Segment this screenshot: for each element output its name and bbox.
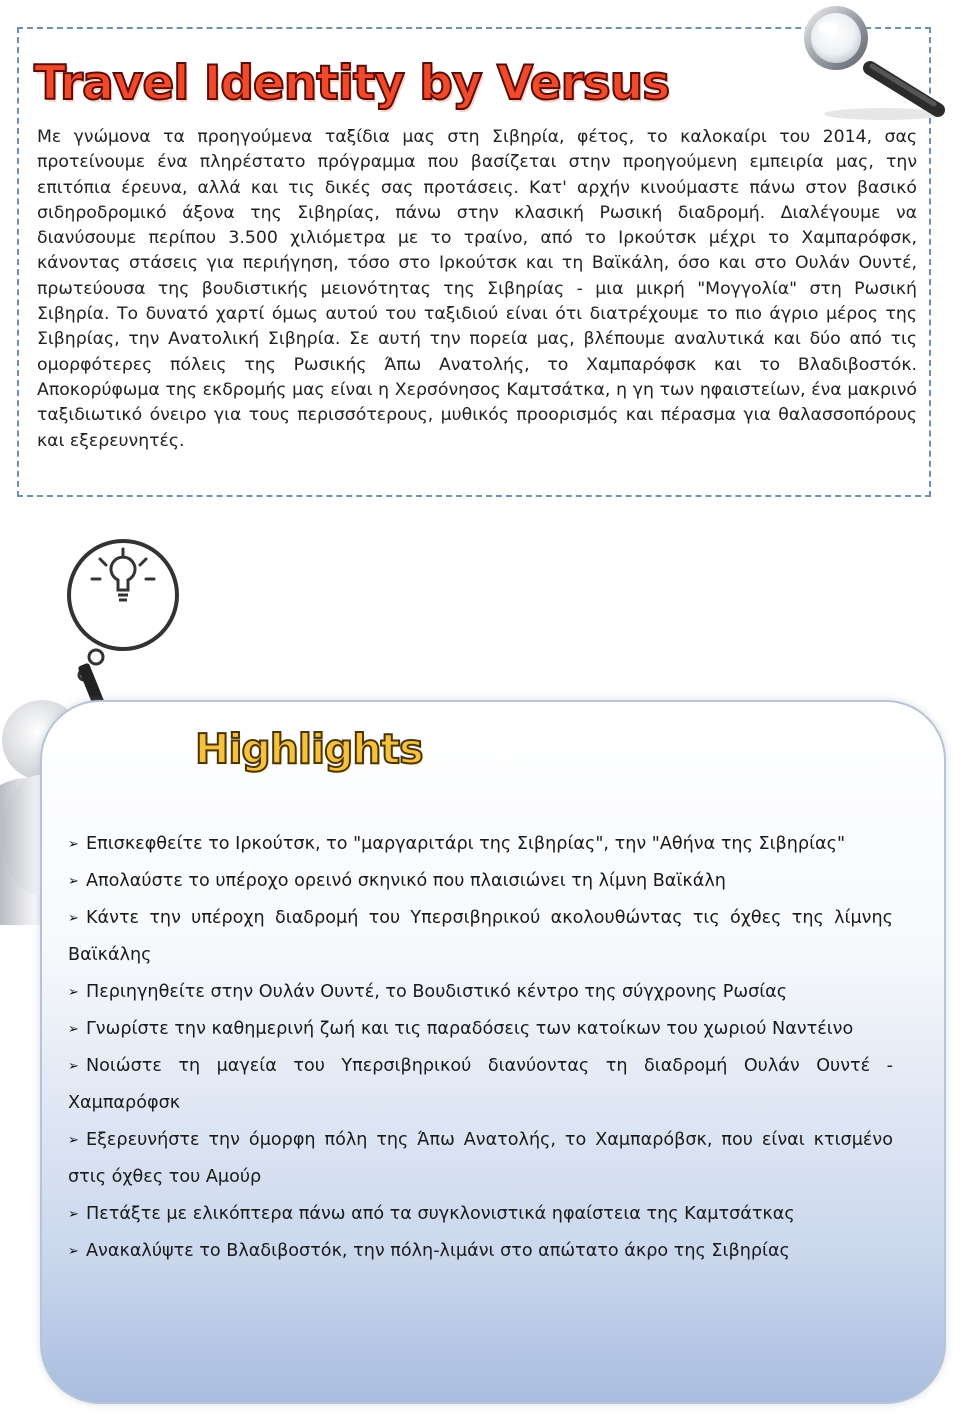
highlights-title: Highlights [195, 725, 423, 773]
list-item: ➢ Περιηγηθείτε στην Ουλάν Ουντέ, το Βουδιστικό κέντρο της σύγχρονης Ρωσίας [68, 974, 893, 1011]
list-item: ➢ Γνωρίστε την καθημερινή ζωή και τις παραδόσεις των κατοίκων του χωριού Ναντέινο [68, 1011, 893, 1048]
list-item: ➢ Κάντε την υπέροχη διαδρομή του Υπερσιβηρικού ακολουθώντας τις όχθες της λίμνης Βαϊκάλης [68, 900, 893, 974]
arrow-bullet-icon: ➢ [68, 1207, 79, 1222]
arrow-bullet-icon: ➢ [68, 837, 79, 852]
arrow-bullet-icon: ➢ [68, 1059, 79, 1074]
highlights-list [68, 826, 893, 1270]
arrow-bullet-icon: ➢ [68, 1133, 79, 1148]
arrow-bullet-icon: ➢ [68, 911, 79, 926]
list-item: ➢ Εξερευνήστε την όμορφη πόλη της Άπω Ανατολής, το Χαμπαρόβσκ, που είναι κτισμένο στις όχθες του Αμούρ [68, 1122, 893, 1196]
magnifying-glass-icon [788, 2, 958, 122]
arrow-bullet-icon: ➢ [68, 985, 79, 1000]
list-item: ➢ Ανακαλύψτε το Βλαδιβοστόκ, την πόλη-λιμάνι στο απώτατο άκρο της Σιβηρίας [68, 1233, 893, 1270]
list-item: ➢ Νοιώστε τη μαγεία του Υπερσιβηρικού διανύοντας τη διαδρομή Ουλάν Ουντέ - Χαμπαρόφσκ [68, 1048, 893, 1122]
list-item: ➢ Απολαύστε το υπέροχο ορεινό σκηνικό που πλαισιώνει τη λίμνη Βαϊκάλη [68, 863, 893, 900]
intro-paragraph: Με γνώμονα τα προηγούμενα ταξίδια μας στη Σιβηρία, φέτος, το καλοκαίρι του 2014, σας προτείνουμε ένα πληρέστατο πρόγραμμα που βασίζεται στην προηγούμενη εμπειρία μας, την επιτόπια έρευνα, αλλά και τις δικές σας προτάσεις. Κατ' αρχήν κινούμαστε πάνω στον βασικό σιδηροδρομικό άξονα της Σιβηρίας, πάνω στην κλασική Ρωσική διαδρομή. Διαλέγουμε να διανύσουμε περίπου 3.500 χιλιόμετρα με το τραίνο, από το Ιρκούτσκ μέχρι το Χαμπαρόφσκ, κάνοντας στάσεις για περιήγηση, τόσο στο Ιρκούτσκ και τη Βαϊκάλη, όσο και στο Ουλάν Ουντέ, πρωτεύουσα της βουδιστικής μειονότητας της Σιβηρίας - μια μικρή "Μογγολία" στη Ρωσική Σιβηρία. Το δυνατό χαρτί όμως αυτού του ταξιδιού είναι ότι διατρέχουμε το πιο άγριο μέρος της Σιβηρίας, την Ανατολική Σιβηρία. Σε αυτή την πορεία μας, βλέπουμε αναλυτικά και δύο από τις ομορφότερες πόλεις της Ρωσικής Άπω Ανατολής, το Χαμπαρόφσκ και το Βλαδιβοστόκ. Αποκορύφωμα της εκδρομής μας είναι η Χερσόνησος Καμτσάτκα, η γη των ηφαιστείων, ένα μακρινό ταξιδιωτικό όνειρο για τους περισσότερους, μυθικός προορισμός και πέρασμα για θαλασσοπόρους και εξερευνητές. [37, 127, 917, 451]
arrow-bullet-icon: ➢ [68, 1244, 79, 1259]
page-title: Travel Identity by Versus [34, 56, 670, 111]
arrow-bullet-icon: ➢ [68, 874, 79, 889]
list-item: ➢ Πετάξτε με ελικόπτερα πάνω από τα συγκλονιστικά ηφαίστεια της Καμτσάτκας [68, 1196, 893, 1233]
list-item: ➢ Επισκεφθείτε το Ιρκούτσκ, το "μαργαριτάρι της Σιβηρίας", την "Αθήνα της Σιβηρίας" [68, 826, 893, 863]
arrow-bullet-icon: ➢ [68, 1022, 79, 1037]
